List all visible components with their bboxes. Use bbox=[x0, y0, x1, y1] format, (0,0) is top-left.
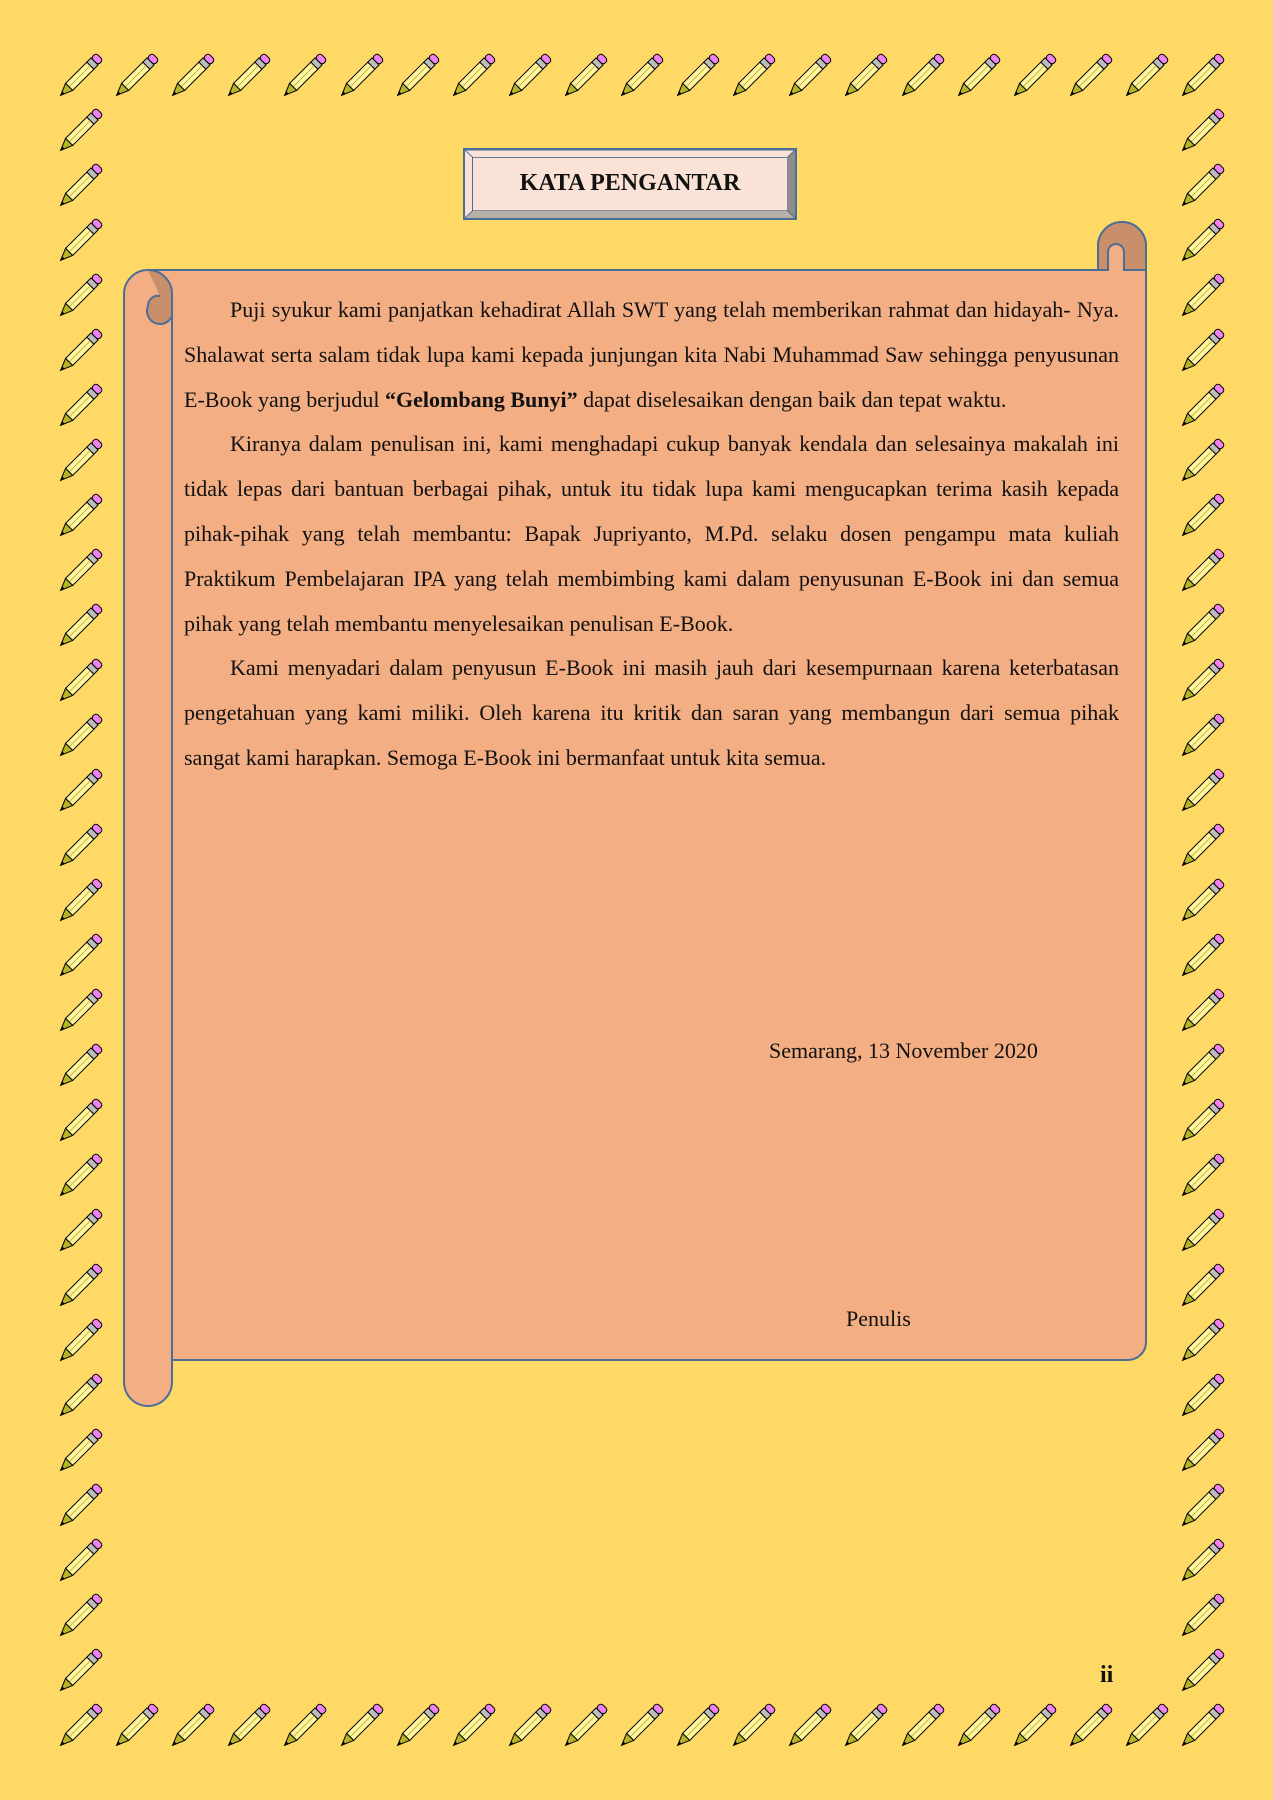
date-place: Semarang, 13 November 2020 bbox=[769, 1038, 1038, 1063]
paragraph-3: Kami menyadari dalam penyusun E-Book ini masih jauh dari kesempurnaan karena keterbatasan pengetahuan yang kami miliki. Oleh karena itu kritik dan saran yang membangun dari semua pihak sangat kami harapkan. Semoga E-Book ini bermanfaat untuk kita semua. bbox=[184, 655, 1119, 770]
paragraph-2: Kiranya dalam penulisan ini, kami menghadapi cukup banyak kendala dan selesainya makalah ini tidak lepas dari bantuan berbagai pihak, untuk itu tidak lupa kami mengucapkan terima kasih kepada pihak-pihak yang telah membantu: Bapak Jupriyanto, M.Pd. selaku dosen pengampu mata kuliah Praktikum Pembelajaran IPA yang telah membimbing kami dalam penyusunan E-Book ini dan semua pihak yang telah membantu menyelesaikan penulisan E-Book. bbox=[184, 431, 1119, 636]
text: Puji syukur kami panjatkan kehadirat Allah SWT yang telah memberikan rahmat dan hidayah- Nya. Shalawat serta salam tidak lupa kami kepada junjungan kita Nabi Muhammad Saw sehingga penyusunan E-Book yang berjudul bbox=[184, 297, 1119, 412]
page-title: KATA PENGANTAR bbox=[519, 170, 741, 196]
text: dapat diselesaikan dengan baik dan tepat waktu. bbox=[577, 386, 1007, 412]
preface-body bbox=[184, 288, 1119, 781]
ebook-title: “Gelombang Bunyi” bbox=[385, 386, 578, 412]
author-signature: Penulis bbox=[846, 1306, 911, 1331]
paragraph-1 bbox=[184, 288, 1119, 422]
page-number: ii bbox=[1100, 1662, 1114, 1688]
